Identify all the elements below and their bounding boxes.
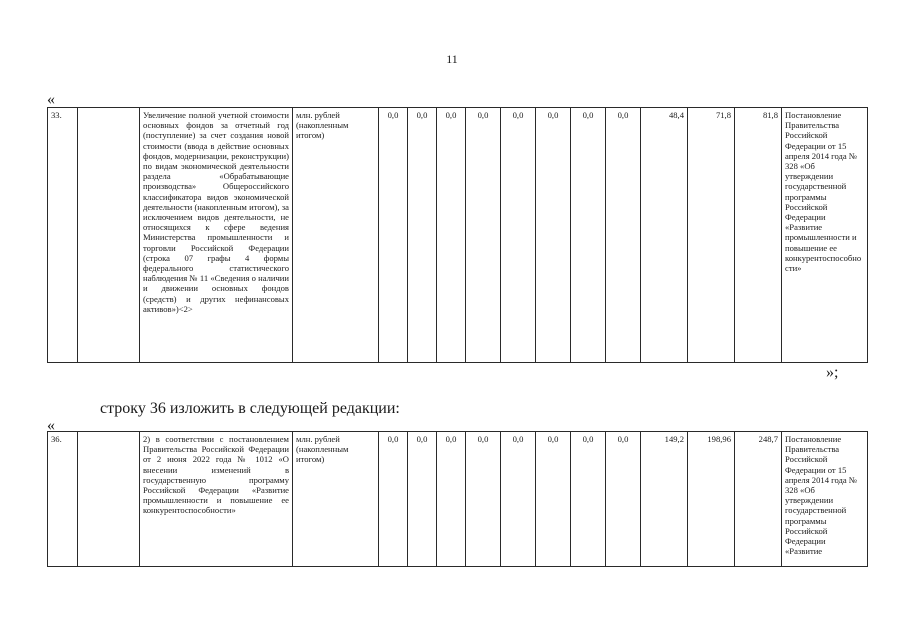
unit-of-measure: млн. рублей (накопленным итогом) [293, 108, 379, 363]
empty-cell [78, 108, 140, 363]
value-cell: 0,0 [536, 432, 571, 567]
value-cell: 0,0 [571, 432, 606, 567]
value-cell: 48,4 [641, 108, 688, 363]
row-number: 36. [48, 432, 78, 567]
value-cell: 149,2 [641, 432, 688, 567]
indicator-description: Увеличение полной учетной стоимости основных фондов за отчетный год (поступление) за счет создания новой стоимости (ввода в действие основных фондов, модернизации, реконструкции) по видам экономической деятельности раздела «Обрабатывающие производства» Общероссийского классификатора видов экономической деятельности (накопленным итогом), за исключением видов деятельности, не относящихся к сфере ведения Министерства промышленности и торговли Российской Федерации (строка 07 графы 4 формы федерального статистического наблюдения № 11 «Сведения о наличии и движении основных фондов (средств) и других нефинансовых активов»)<2> [140, 108, 293, 363]
value-cell: 0,0 [379, 432, 408, 567]
value-cell: 0,0 [379, 108, 408, 363]
value-cell: 0,0 [606, 432, 641, 567]
row-number: 33. [48, 108, 78, 363]
table-row-33 [47, 107, 868, 363]
value-cell: 0,0 [606, 108, 641, 363]
value-cell: 0,0 [408, 108, 437, 363]
value-cell: 0,0 [437, 108, 466, 363]
unit-of-measure: млн. рублей (накопленным итогом) [293, 432, 379, 567]
value-cell: 248,7 [735, 432, 782, 567]
value-cell: 0,0 [408, 432, 437, 567]
value-cell: 0,0 [571, 108, 606, 363]
empty-cell [78, 432, 140, 567]
value-cell: 0,0 [466, 108, 501, 363]
page-number: 11 [446, 52, 458, 66]
opening-quote-2: « [47, 417, 55, 434]
value-cell: 198,96 [688, 432, 735, 567]
value-cell: 0,0 [536, 108, 571, 363]
value-cell: 0,0 [466, 432, 501, 567]
legal-basis: Постановление Правительства Российской Федерации от 15 апреля 2014 года № 328 «Об утверждении государственной программы Российской Федерации «Развитие промышленности и повышение ее конкурентоспособности» [782, 108, 868, 363]
value-cell: 71,8 [688, 108, 735, 363]
closing-quote: »; [826, 364, 839, 381]
instruction-text: строку 36 изложить в следующей редакции: [100, 400, 400, 417]
opening-quote: « [47, 91, 55, 108]
value-cell: 0,0 [501, 108, 536, 363]
value-cell: 81,8 [735, 108, 782, 363]
table-row-36 [47, 431, 868, 567]
legal-basis: Постановление Правительства Российской Федерации от 15 апреля 2014 года № 328 «Об утверждении государственной программы Российской Федерации «Развитие [782, 432, 868, 567]
value-cell: 0,0 [501, 432, 536, 567]
value-cell: 0,0 [437, 432, 466, 567]
indicator-description: 2) в соответствии с постановлением Правительства Российской Федерации от 2 июня 2022 года № 1012 «О внесении изменений в государственную программу Российской Федерации «Развитие промышленности и повышение ее конкурентоспособности» [140, 432, 293, 567]
